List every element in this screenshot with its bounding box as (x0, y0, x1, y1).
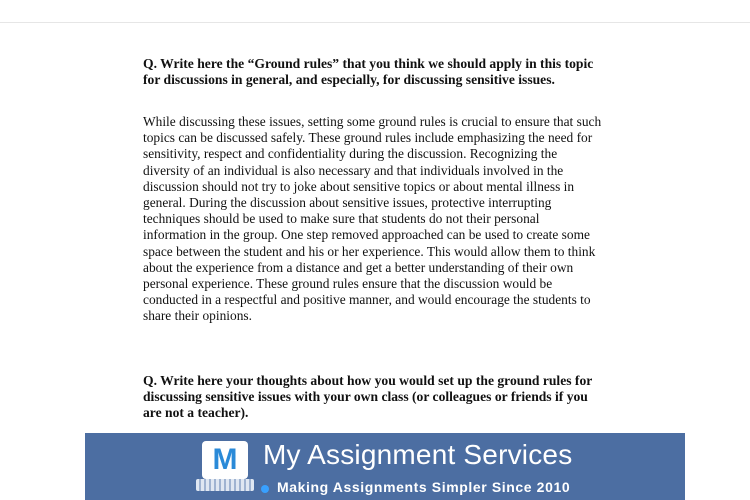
dot-icon (261, 485, 269, 493)
question-2: Q. Write here your thoughts about how you would set up the ground rules for discussing sensitive issues with your own class (or colleagues or friends if you are not a teacher). (143, 373, 593, 420)
brand-name: My Assignment Services (263, 439, 573, 470)
answer-1: While discussing these issues, setting some ground rules is crucial to ensure that such topics can be discussed safely. These ground rules include emphasizing the need for sensitivity, respect and confidentiality during the discussion. Recognizing the diversity of an individual is also necessary and that individuals involved in the discussion should not try to joke about sensitive topics or about mental illness in general. During the discussion about sensitive issues, protective interrupting techniques should be used to make sure that students do not their personal information in the group. One step removed approached can be used to create some space between the student and his or her experience. This would allow them to think about the experience from a distance and get a better understanding of their own personal experience. These ground rules ensure that the discussion would be conducted in a respectful and positive manner, and would encourage the students to share their opinions. (143, 114, 602, 324)
brand-tagline: Making Assignments Simpler Since 2010 (277, 479, 571, 495)
brand-banner (85, 433, 685, 500)
question-1: Q. Write here the “Ground rules” that you think we should apply in this topic for discussions in general, and especially, for discussing sensitive issues. (143, 56, 594, 87)
logo-letter: M (212, 443, 238, 476)
keyboard-icon (196, 479, 254, 491)
laptop-m-logo-icon (202, 441, 248, 479)
top-toolbar-strip (0, 0, 750, 23)
document-body (143, 56, 653, 325)
